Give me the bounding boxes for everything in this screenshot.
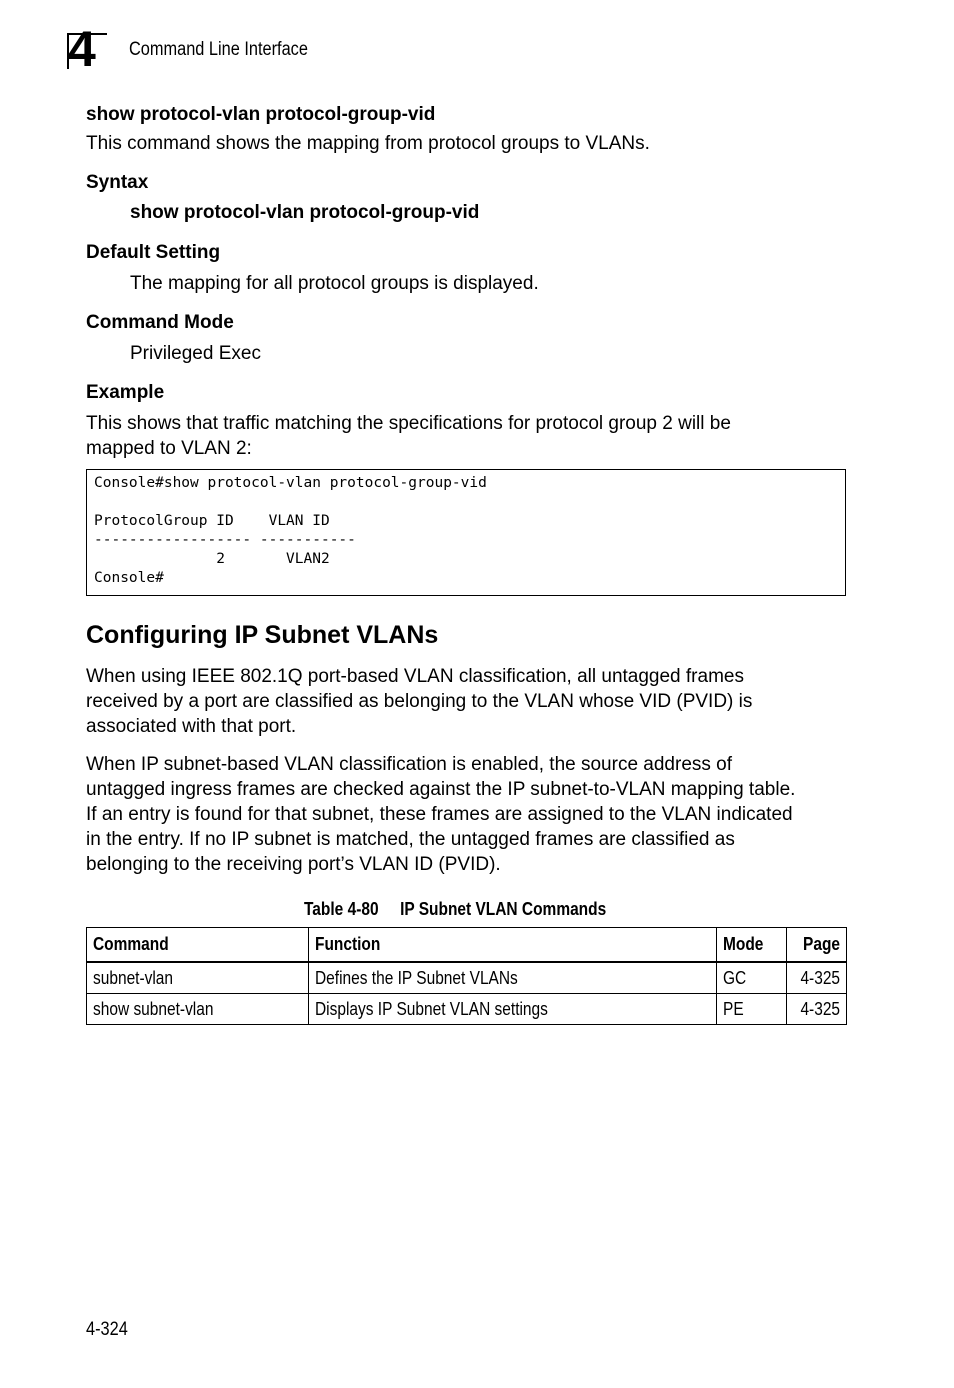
paragraph-2-line: belonging to the receiving port’s VLAN ID (PVID).: [86, 854, 501, 875]
command-cell: show subnet-vlan: [93, 998, 214, 1019]
table-row: [87, 962, 847, 994]
command-description: This command shows the mapping from protocol groups to VLANs.: [86, 133, 650, 154]
page-cell: 4-325: [800, 967, 840, 988]
commands-table: [86, 927, 847, 1025]
column-header-command: Command: [93, 934, 169, 954]
table-cell: [787, 994, 847, 1025]
running-header-title: Command Line Interface: [129, 39, 308, 60]
chapter-number: 4: [68, 21, 96, 77]
code-line: ProtocolGroup ID VLAN ID: [94, 513, 330, 529]
table-cell: [309, 962, 717, 994]
column-header-function: Function: [315, 934, 381, 954]
table-cell: [87, 962, 309, 994]
command-cell: subnet-vlan: [93, 967, 174, 988]
syntax-heading: Syntax: [86, 172, 149, 193]
code-line: Console#show protocol-vlan protocol-group-vid: [94, 475, 487, 491]
code-line: 2 VLAN2: [94, 551, 330, 567]
table-cell: [717, 962, 787, 994]
section-title: Configuring IP Subnet VLANs: [86, 621, 439, 649]
page-number: 4-324: [86, 1319, 128, 1340]
paragraph-1-line: received by a port are classified as belonging to the VLAN whose VID (PVID) is: [86, 691, 753, 712]
paragraph-2-line: If an entry is found for that subnet, these frames are assigned to the VLAN indicated: [86, 804, 793, 825]
mode-cell: GC: [723, 967, 747, 988]
code-line: ------------------ -----------: [94, 532, 356, 548]
column-header-mode: Mode: [723, 934, 764, 954]
table-cell: [787, 962, 847, 994]
default-setting-heading: Default Setting: [86, 242, 221, 263]
table-header-cell: [309, 928, 717, 963]
function-cell: Defines the IP Subnet VLANs: [315, 967, 518, 988]
table-header-row: [87, 928, 847, 963]
table-caption: Table 4-80 IP Subnet VLAN Commands: [304, 899, 607, 919]
paragraph-1-line: associated with that port.: [86, 716, 297, 737]
function-cell: Displays IP Subnet VLAN settings: [315, 998, 548, 1019]
default-setting-text: The mapping for all protocol groups is displayed.: [130, 273, 539, 294]
table-cell: [717, 994, 787, 1025]
table-header-cell: [787, 928, 847, 963]
paragraph-2-line: in the entry. If no IP subnet is matched, the untagged frames are classified as: [86, 829, 735, 850]
example-heading: Example: [86, 382, 165, 403]
table-header-cell: [87, 928, 309, 963]
paragraph-1-line: When using IEEE 802.1Q port-based VLAN classification, all untagged frames: [86, 666, 744, 687]
table-cell: [87, 994, 309, 1025]
paragraph-2-line: When IP subnet-based VLAN classification is enabled, the source address of: [86, 754, 733, 775]
table-header-cell: [717, 928, 787, 963]
example-text-line-2: mapped to VLAN 2:: [86, 438, 252, 459]
example-text-line-1: This shows that traffic matching the specifications for protocol group 2 will be: [86, 413, 731, 434]
table-row: [87, 994, 847, 1025]
table-cell: [309, 994, 717, 1025]
syntax-text: show protocol-vlan protocol-group-vid: [130, 202, 480, 223]
mode-cell: PE: [723, 998, 744, 1019]
column-header-page: Page: [802, 934, 840, 954]
code-example-box: [86, 469, 846, 596]
code-line: Console#: [94, 570, 164, 586]
paragraph-2-line: untagged ingress frames are checked against the IP subnet-to-VLAN mapping table.: [86, 779, 796, 800]
page-cell: 4-325: [800, 998, 840, 1019]
command-heading: show protocol-vlan protocol-group-vid: [86, 104, 436, 125]
command-mode-heading: Command Mode: [86, 312, 234, 333]
command-mode-text: Privileged Exec: [130, 343, 261, 364]
